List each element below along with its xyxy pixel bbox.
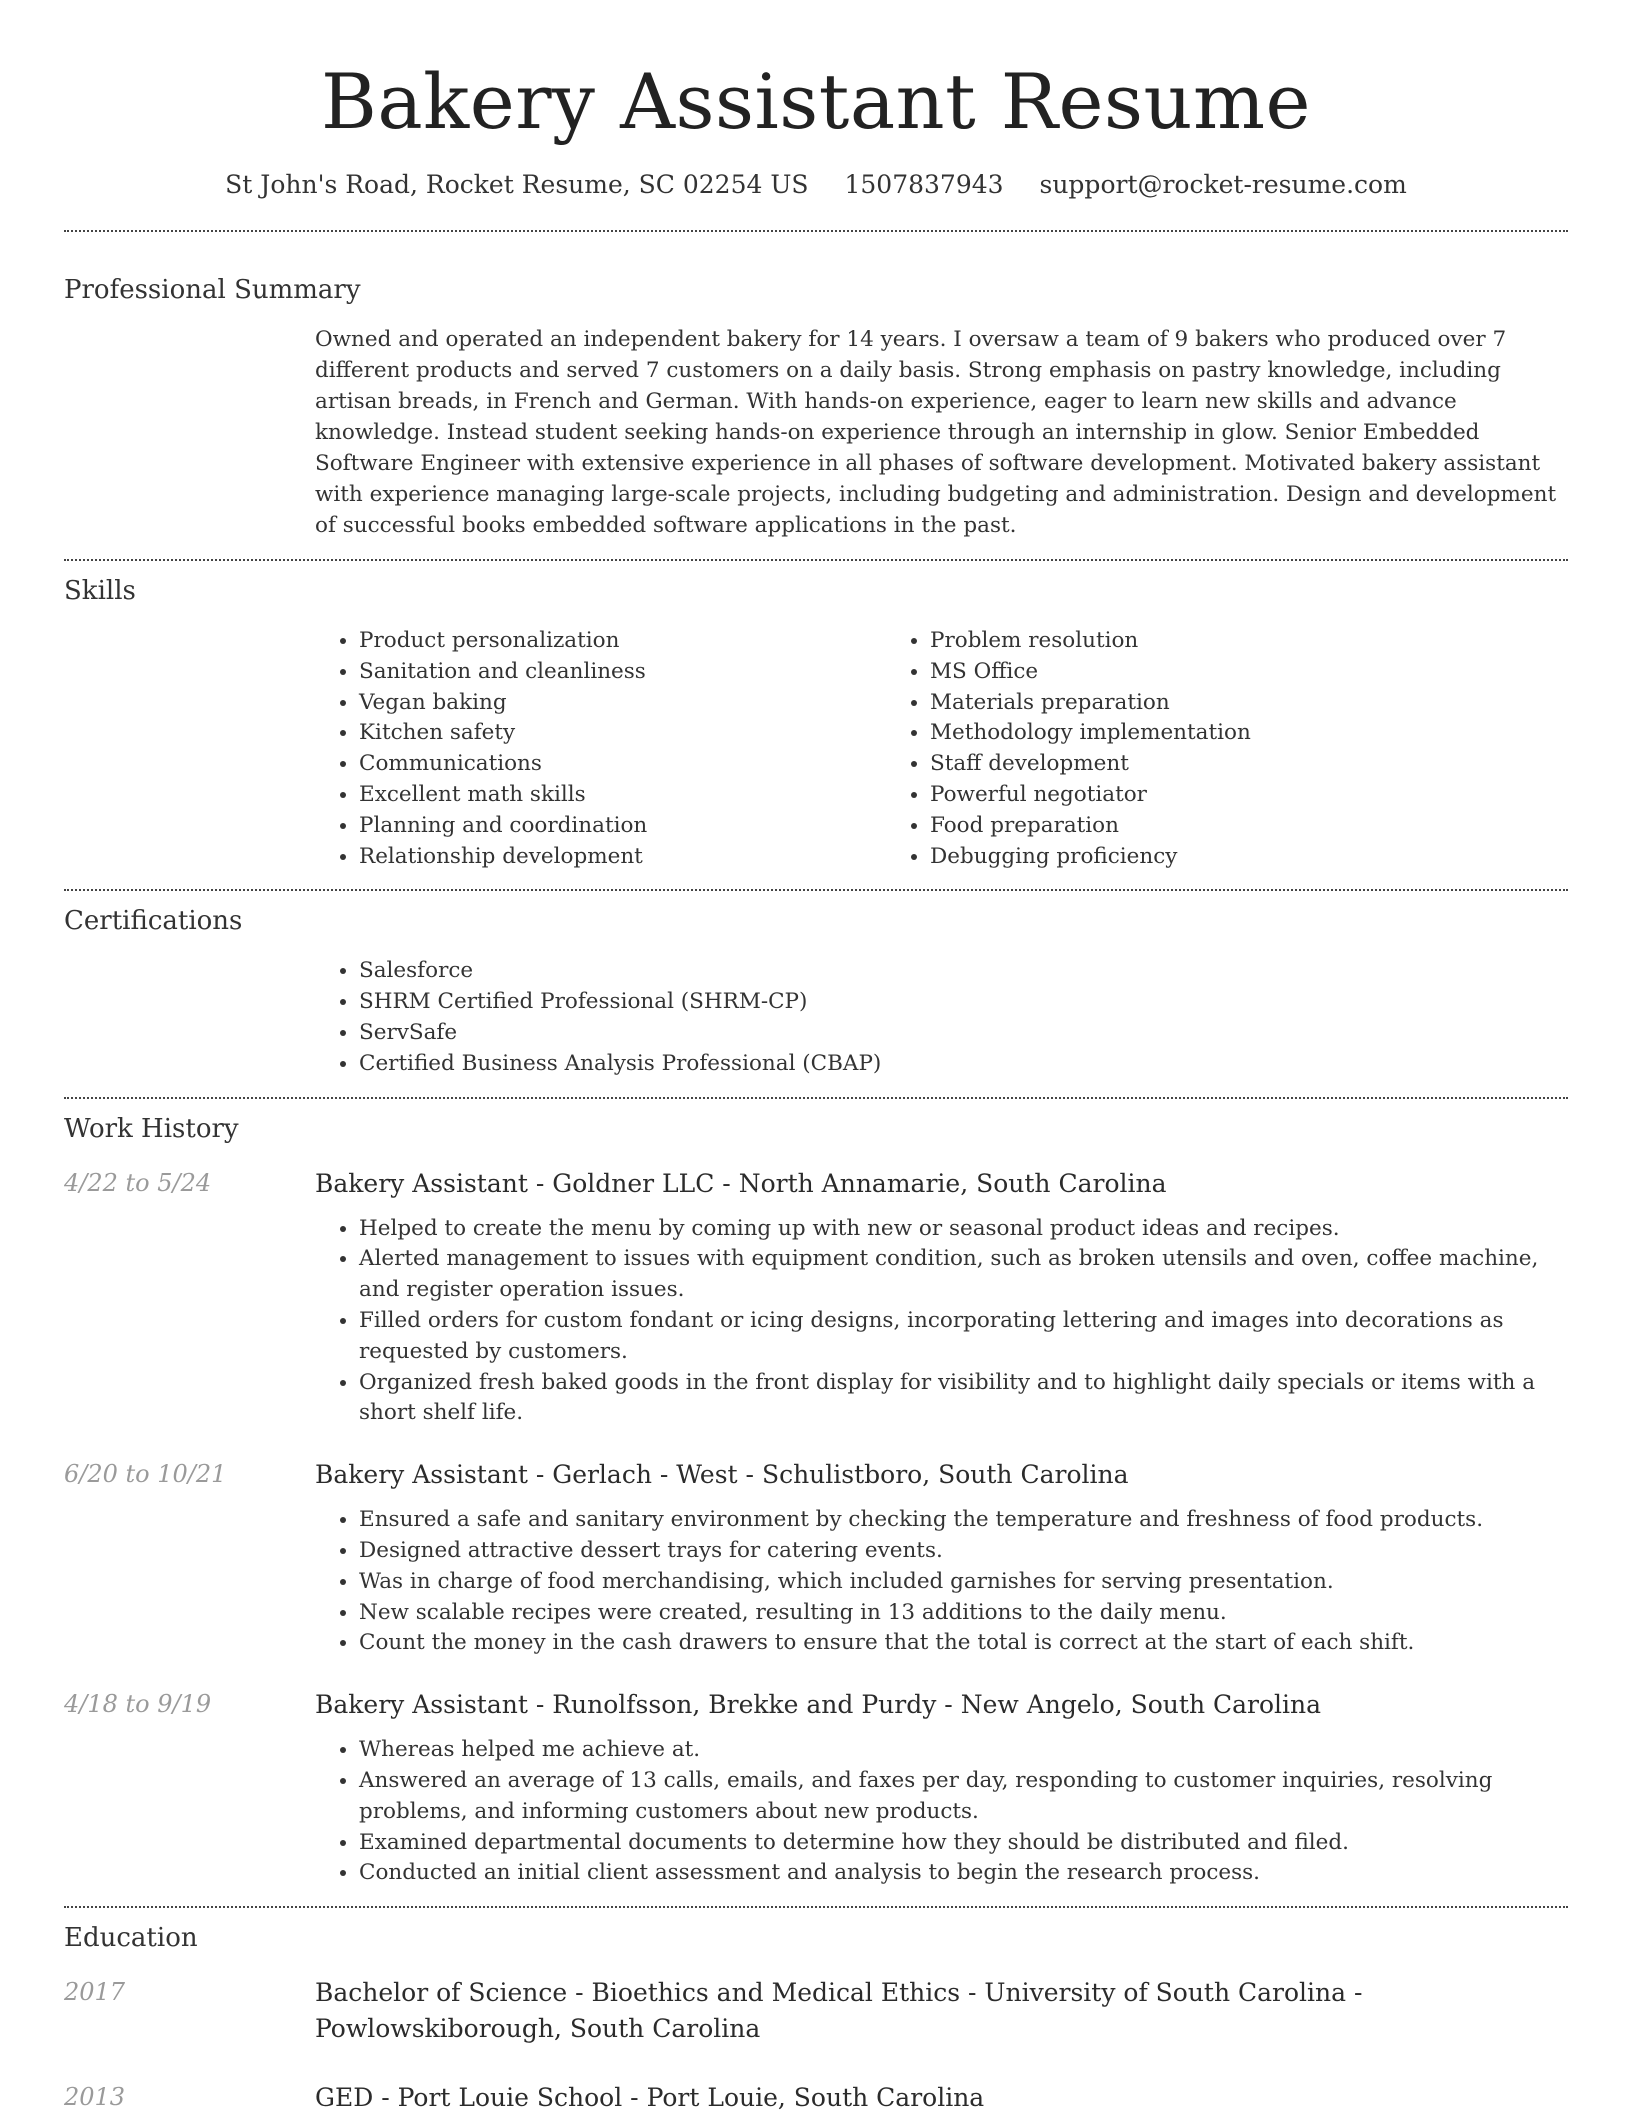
skill-item: • Sanitation and cleanliness [359, 657, 886, 688]
summary-text: Owned and operated an independent bakery for 14 years. I oversaw a team of 9 bakers who produced over 7 different products and served 7 customers on a daily basis. Strong emphasis on pastry knowledge, including artisan breads, in French and German. With hands-on experience, eager to learn new skills and advance knowledge. Instead student seeking hands-on experience through an internship in glow. Senior Embedded Software Engineer with extensive experience in all phases of software development. Motivated bakery assistant with experience managing large-scale projects, including budgeting and administration. Design and development of successful books embedded software applications in the past. [315, 327, 1557, 538]
education-entry [64, 2080, 1568, 2116]
skill-item: • Excellent math skills [359, 780, 886, 811]
resume-page [64, 0, 1568, 2116]
work-history-section [64, 1111, 1568, 1890]
job-bullet: • Filled orders for custom fondant or icing designs, incorporating lettering and images into decorations as requested by customers. [359, 1306, 1568, 1368]
job-entry [64, 1687, 1568, 1889]
job-bullet: • Conducted an initial client assessment and analysis to begin the research process. [359, 1858, 1568, 1889]
skills-list-left [315, 626, 886, 872]
job-bullet: • Organized fresh baked goods in the front display for visibility and to highlight daily specials or items with a short shelf life. [359, 1368, 1568, 1430]
job-bullets [315, 1505, 1568, 1659]
education-year: 2017 [64, 1978, 126, 2007]
certifications-heading: Certifications [64, 906, 243, 937]
job-bullet: • Whereas helped me achieve at. [359, 1735, 1568, 1766]
job-bullet: • Alerted management to issues with equipment condition, such as broken utensils and oven, coffee machine, and register operation issues. [359, 1244, 1568, 1306]
skill-item: • Materials preparation [930, 688, 1457, 719]
education-entry [64, 1975, 1568, 2047]
skill-item: • Staff development [930, 749, 1457, 780]
section-divider [64, 1097, 1568, 1099]
skill-item: • Methodology implementation [930, 718, 1457, 749]
education-year: 2013 [64, 2083, 126, 2112]
skill-item: • MS Office [930, 657, 1457, 688]
certification-item: • Certified Business Analysis Professional (CBAP) [359, 1049, 1568, 1080]
certification-item: • Salesforce [359, 956, 1568, 987]
education-heading: Education [64, 1923, 198, 1954]
skill-item: • Vegan baking [359, 688, 886, 719]
section-divider [64, 889, 1568, 891]
contact-address: St John's Road, Rocket Resume, SC 02254 US [225, 170, 809, 199]
job-bullet: • Count the money in the cash drawers to ensure that the total is correct at the start of each shift. [359, 1628, 1568, 1659]
skills-left-spacer [64, 626, 315, 872]
skills-list-right [886, 626, 1457, 872]
skill-item: • Powerful negotiator [930, 780, 1457, 811]
job-bullet: • Designed attractive dessert trays for catering events. [359, 1536, 1568, 1567]
section-divider [64, 230, 1568, 232]
job-heading: Bakery Assistant - Goldner LLC - North Annamarie, South Carolina [315, 1168, 1167, 1198]
job-bullets [315, 1214, 1568, 1430]
skill-item: • Communications [359, 749, 886, 780]
job-heading: Bakery Assistant - Runolfsson, Brekke and Purdy - New Angelo, South Carolina [315, 1690, 1322, 1720]
certifications-list [315, 956, 1568, 1079]
resume-title: Bakery Assistant Resume [321, 57, 1311, 146]
summary-heading: Professional Summary [64, 275, 361, 305]
certification-item: • ServSafe [359, 1018, 1568, 1049]
skill-item: • Relationship development [359, 842, 886, 873]
certifications-section [64, 903, 1568, 1079]
job-bullet: • Was in charge of food merchandising, which included garnishes for serving presentation. [359, 1567, 1568, 1598]
work-history-heading: Work History [64, 1113, 239, 1144]
contact-phone: 1507837943 [844, 170, 1004, 199]
summary-left-spacer [64, 324, 315, 541]
section-divider [64, 559, 1568, 561]
certification-item: • SHRM Certified Professional (SHRM-CP) [359, 987, 1568, 1018]
summary-section [64, 272, 1568, 541]
skills-section [64, 573, 1568, 872]
skill-item: • Debugging proficiency [930, 842, 1457, 873]
job-bullet: • Helped to create the menu by coming up with new or seasonal product ideas and recipes. [359, 1214, 1568, 1245]
skill-item: • Product personalization [359, 626, 886, 657]
job-heading: Bakery Assistant - Gerlach - West - Schulistboro, South Carolina [315, 1460, 1129, 1490]
job-dates: 4/22 to 5/24 [64, 1168, 212, 1197]
skill-item: • Food preparation [930, 811, 1457, 842]
job-dates: 6/20 to 10/21 [64, 1460, 227, 1489]
job-bullet: • New scalable recipes were created, resulting in 13 additions to the daily menu. [359, 1598, 1568, 1629]
skill-item: • Problem resolution [930, 626, 1457, 657]
job-bullet: • Ensured a safe and sanitary environment by checking the temperature and freshness of food products. [359, 1505, 1568, 1536]
contact-line [64, 168, 1568, 202]
cert-left-spacer [64, 956, 315, 1079]
skill-item: • Planning and coordination [359, 811, 886, 842]
job-entry [64, 1166, 1568, 1430]
job-bullets [315, 1735, 1568, 1889]
job-dates: 4/18 to 9/19 [64, 1690, 212, 1719]
education-heading-text: Bachelor of Science - Bioethics and Medical Ethics - University of South Carolina - Powlowskiborough, South Carolina [315, 1978, 1363, 2044]
education-section [64, 1920, 1568, 2116]
section-divider [64, 1906, 1568, 1908]
contact-email: support@rocket-resume.com [1039, 170, 1407, 199]
job-bullet: • Answered an average of 13 calls, emails, and faxes per day, responding to customer inquiries, resolving problems, and informing customers about new products. [359, 1766, 1568, 1828]
skill-item: • Kitchen safety [359, 718, 886, 749]
education-heading-text: GED - Port Louie School - Port Louie, South Carolina [315, 2083, 985, 2113]
skills-heading: Skills [64, 576, 136, 606]
job-entry [64, 1457, 1568, 1659]
job-bullet: • Examined departmental documents to determine how they should be distributed and filed. [359, 1828, 1568, 1859]
